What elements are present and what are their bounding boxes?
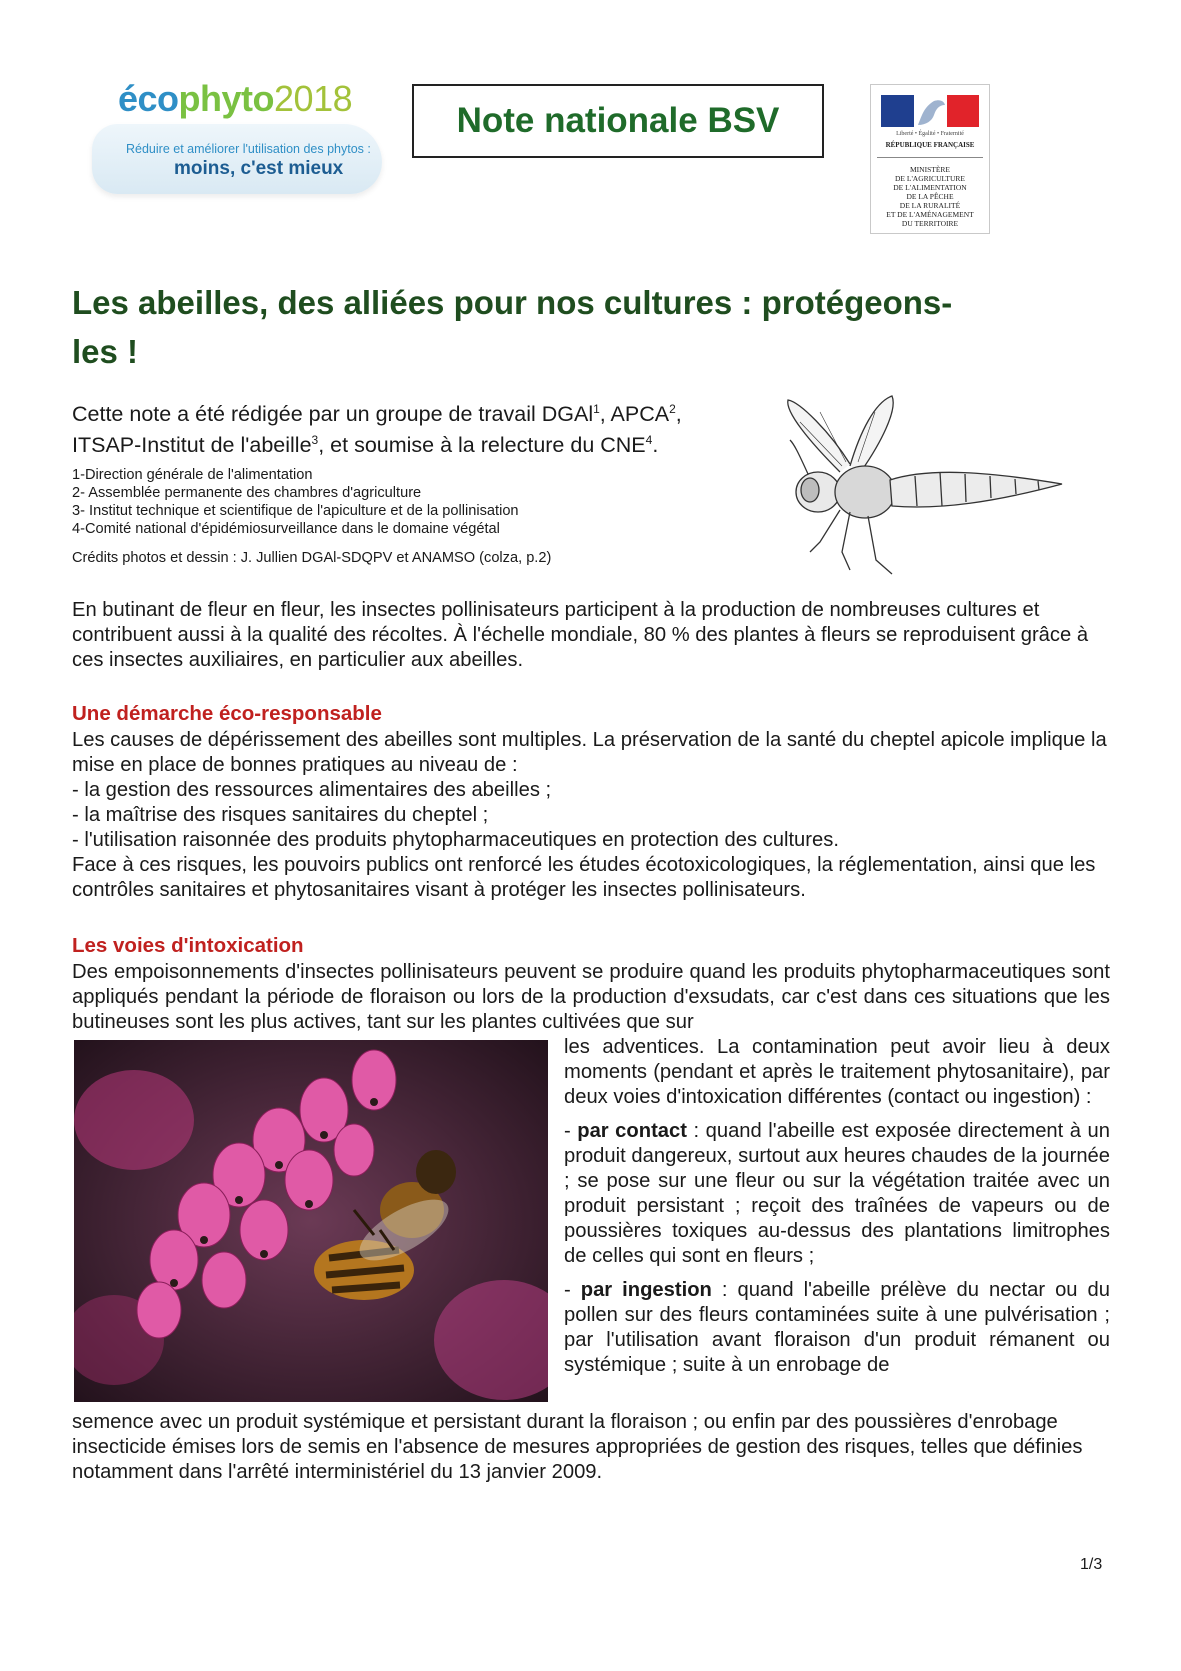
intro-text-part: Cette note a été rédigée par un groupe de travail DGAl (72, 402, 594, 427)
section-body-voies-intro: Des empoisonnements d'insectes pollinisateurs peuvent se produire quand les produits phytopharmaceutiques sont appliqués pendant la période de floraison ou lors de la production d'exsudats, car c'est dans ces situations que les butineuses sont les plus actives, tant sur les plantes cultivées que sur (72, 961, 1110, 1033)
footnote-item: 1-Direction générale de l'alimentation (72, 467, 313, 483)
paragraph-contamination: les adventices. La contamination peut avoir lieu à deux moments (pendant et après le traitement phytosanitaire), par deux voies d'intoxication différentes (contact ou ingestion) : (564, 1036, 1110, 1108)
section-body-voies-tail: semence avec un produit systémique et persistant durant la floraison ; ou enfin par des poussières d'enrobage insecticide émises lors de semis en l'absence de mesures appropriées de gestion des risques, telles que définies notamment dans l'arrêté interministériel du 13 janvier 2009. (72, 1411, 1083, 1483)
republic-motto: Liberté • Égalité • Fraternité (896, 131, 964, 137)
note-title-box (412, 84, 824, 158)
section-body-voies-right-column (564, 1035, 1110, 1387)
paragraph-ingestion: - par ingestion : quand l'abeille prélève du nectar ou du pollen sur des fleurs contaminées suite à une pulvérisation ; par l'utilisation avant floraison d'un produit rémanent ou systémique ; suite à un enrobage de (564, 1279, 1110, 1376)
footnote-item: 3- Institut technique et scientifique de l'apiculture et de la pollinisation (72, 503, 519, 519)
logo-brand-year: 2018 (274, 78, 353, 119)
footnote-ref: 3 (311, 433, 319, 448)
bee-drawing-image (780, 392, 1070, 584)
paragraph-intro: En butinant de fleur en fleur, les insectes pollinisateurs participent à la production de nombreuses cultures et contribuent aussi à la qualité des récoltes. À l'échelle mondiale, 80 % des plantes à fleurs se reproduisent grâce à ces insectes auxiliaires, en particulier aux abeilles. (72, 599, 1089, 671)
logo-brand-eco: éco (118, 78, 179, 119)
footnote-ref: 2 (669, 402, 676, 416)
bee-on-flower-illustration (74, 1040, 548, 1402)
footnote-item: 4-Comité national d'épidémiosurveillance dans le domaine végétal (72, 521, 500, 537)
intro-text-part: , (675, 402, 682, 427)
logo-brand (118, 78, 352, 120)
marianne-profile-icon (914, 95, 947, 127)
bullet-item: - la gestion des ressources alimentaires des abeilles ; (72, 779, 552, 801)
footnotes-list (72, 466, 752, 538)
page-title: Les abeilles, des alliées pour nos cultures : protégeons-les ! (72, 284, 953, 370)
note-title: Note nationale BSV (456, 101, 780, 140)
republic-name: RÉPUBLIQUE FRANÇAISE (885, 141, 975, 149)
ecophyto-logo (84, 78, 384, 198)
intro-text-part: ITSAP-Institut de l'abeille (72, 433, 312, 458)
ministry-divider (877, 157, 983, 158)
ministry-name: MINISTÈRE DE L'AGRICULTURE DE L'ALIMENTATION DE LA PÊCHE DE LA RURALITÉ ET DE L'AMÉNAGEMENT DU TERRITOIRE (886, 165, 974, 228)
marianne-flag-icon (881, 95, 979, 127)
intro-text-part: , APCA (599, 402, 670, 427)
logo-brand-phyto: phyto (178, 78, 275, 119)
footnote-ref: 4 (645, 433, 653, 448)
section-heading-eco-responsable: Une démarche éco-responsable (72, 702, 382, 725)
page-number: 1/3 (1080, 1556, 1103, 1573)
logo-tagline-line1: Réduire et améliorer l'utilisation des phytos : (126, 142, 371, 156)
footnote-item: 2- Assemblée permanente des chambres d'agriculture (72, 485, 422, 501)
footnote-ref: 1 (593, 402, 600, 416)
contact-label: par contact (577, 1120, 687, 1142)
logo-tagline-line2: moins, c'est mieux (174, 158, 344, 179)
intro-text (72, 396, 792, 458)
intro-text-part: , et soumise à la relecture du CNE (318, 433, 646, 458)
photo-credits: Crédits photos et dessin : J. Jullien DGAl-SDQPV et ANAMSO (colza, p.2) (72, 550, 552, 566)
bullet-item: - la maîtrise des risques sanitaires du cheptel ; (72, 804, 489, 826)
ingestion-text: : quand l'abeille prélève du nectar ou du pollen sur des fleurs contaminées suite à une pulvérisation ; par l'utilisation avant floraison d'un produit rémanent ou systémique ; suite à un enrobage de (564, 1279, 1110, 1376)
paragraph-line: Les causes de dépérissement des abeilles sont multiples. La préservation de la santé du cheptel apicole implique la mise en place de bonnes pratiques au niveau de : (72, 729, 1107, 776)
intro-text-part: . (652, 433, 659, 458)
section-body-eco-responsable (72, 728, 1110, 903)
ingestion-label: par ingestion (580, 1279, 712, 1301)
section-heading-voies-intoxication: Les voies d'intoxication (72, 934, 304, 957)
paragraph-contact: - par contact : quand l'abeille est exposée directement à un produit dangereux, surtout aux heures chaudes de la journée ; se pose sur une fleur ou sur la végétation traitée avec un produit persistant ; reçoit des traînées de vapeurs ou de poussières toxiques au-dessus des plantations limitrophes de celles qui sont en fleurs ; (564, 1120, 1110, 1267)
contact-text: : quand l'abeille est exposée directement à un produit dangereux, surtout aux heures chaudes de la journée ; se pose sur une fleur ou sur la végétation traitée avec un produit persistant ; reçoit des traînées de vapeurs ou de poussières toxiques au-dessus des plantations limitrophes de celles qui sont en fleurs ; (564, 1120, 1110, 1267)
paragraph-line: Face à ces risques, les pouvoirs publics ont renforcé les études écotoxicologiques, la réglementation, ainsi que les contrôles sanitaires et phytosanitaires visant à protéger les insectes pollinisateurs. (72, 854, 1096, 901)
bee-on-flower-photo (74, 1040, 548, 1402)
ministry-logo (870, 84, 990, 234)
bullet-item: - l'utilisation raisonnée des produits phytopharmaceutiques en protection des cultures. (72, 829, 839, 851)
